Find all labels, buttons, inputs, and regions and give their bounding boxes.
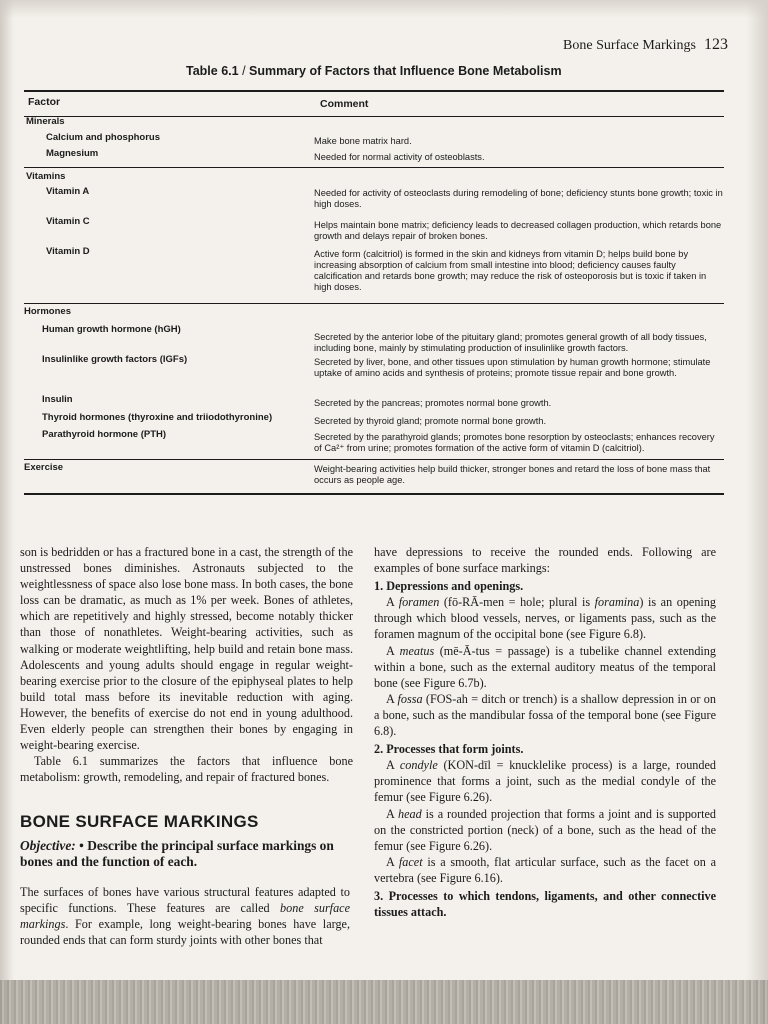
definition-body: (mē-Ā-tus = passage) is a tubelike channel extending within a bone, such as the external auditory meatus of the temporal bone (see Figure 6.7b). (374, 643, 716, 690)
paragraph: Table 6.1 summarizes the factors that influence bone metabolism: growth, remodeling, and repair of fractured bones. (20, 754, 353, 785)
left-column-body (20, 544, 353, 785)
table-title (186, 64, 562, 78)
intro-paragraph (20, 884, 350, 948)
definition-term-plural: foramina (594, 595, 640, 610)
definition-body: ) is an opening through which blood vessels, nerves, or ligaments pass, such as the foramen magnum of the occipital bone (see Figure 6.8). (374, 595, 716, 642)
definition-body: (FOS-ah = ditch or trench) is a shallow depression in or on a bone, such as the mandibular fossa of the temporal bone (see Figure 6.8). (374, 691, 716, 739)
learning-objective (20, 838, 350, 870)
table-factor: Thyroid hormones (thyroxine and triiodothyronine) (42, 412, 273, 423)
definition-term: facet (398, 854, 423, 869)
definition-body: is a smooth, flat articular surface, such as the facet on a vertebra (see Figure 6.16). (374, 854, 716, 885)
table-group-vitamins: Vitamins (26, 171, 66, 182)
marking-definition (374, 854, 716, 886)
table-comment: Secreted by the pancreas; promotes normal bone growth. (314, 398, 552, 408)
table-factor: Vitamin C (46, 216, 90, 227)
definition-article: A (386, 595, 399, 610)
objective-label: Objective: (20, 838, 76, 853)
scan-shadow-top (0, 0, 768, 18)
right-column-body (374, 544, 716, 920)
category-title: Processes to which tendons, ligaments, and other connective tissues attach. (374, 888, 717, 920)
category-number: 2. (374, 742, 384, 757)
table-comment: Secreted by liver, bone, and other tissues upon stimulation by human growth hormone; stimulate uptake of amino acids and synthesis of proteins; promote tissue repair and bone growth. (314, 357, 711, 379)
table-comment: Helps maintain bone matrix; deficiency leads to decreased collagen production, which retards bone growth and delays repair of broken bones. (314, 220, 722, 242)
scan-shadow-bottom (0, 980, 768, 1024)
table-factor: Vitamin D (46, 246, 90, 257)
marking-definition (374, 643, 716, 691)
definition-body: is a rounded projection that forms a joint and is supported on the constricted portion (neck) of a bone, such as the head of the femur (see Figure 6.26). (374, 806, 716, 853)
marking-category (374, 741, 716, 757)
marking-definition (374, 757, 716, 805)
table-group-exercise: Exercise (24, 462, 64, 473)
table-group-minerals: Minerals (26, 116, 65, 127)
running-head (563, 36, 728, 54)
category-title: Processes that form joints. (386, 742, 524, 757)
table-group-hormones: Hormones (24, 306, 71, 317)
page-number: 123 (704, 36, 728, 53)
marking-definition (374, 594, 716, 642)
table-title-separator: / (242, 64, 246, 78)
definition-body: (KON-dīl = knucklelike process) is a large, rounded prominence that forms a joint, such as the medial condyle of the femur (see Figure 6.26). (374, 758, 716, 805)
marking-definition (374, 691, 716, 739)
table-comment: Needed for normal activity of osteoblasts. (314, 152, 485, 162)
table-top-rule (24, 90, 724, 92)
definition-term: condyle (399, 758, 438, 773)
marking-category (374, 888, 716, 920)
objective-bullet-icon: • (79, 838, 84, 853)
table-header-comment: Comment (320, 98, 369, 110)
category-number: 3. (374, 888, 384, 903)
definition-body: (fō-RĀ-men = hole; plural is (439, 595, 595, 610)
table-factor: Human growth hormone (hGH) (42, 324, 181, 335)
running-head-title: Bone Surface Markings (563, 38, 696, 53)
table-factor: Parathyroid hormone (PTH) (42, 429, 167, 440)
category-number: 1. (374, 579, 384, 594)
table-comment: Needed for activity of osteoclasts during remodeling of bone; deficiency stunts bone growth; toxic in high doses. (314, 188, 723, 210)
intro-text: The surfaces of bones have various structural features adapted to specific functions. These features are called (20, 885, 350, 916)
intro-term: bone surface markings (20, 901, 350, 932)
paragraph: have depressions to receive the rounded ends. Following are examples of bone surface markings: (374, 545, 716, 576)
table-group-rule-3 (24, 459, 724, 460)
definition-article: A (386, 854, 399, 869)
table-factor: Calcium and phosphorus (46, 132, 161, 143)
table-factor: Vitamin A (46, 186, 90, 197)
table-factor: Magnesium (46, 148, 99, 159)
intro-text: . For example, long weight-bearing bones have large, rounded ends that can form sturdy joints with other bones that (20, 917, 350, 948)
definition-term: meatus (399, 643, 435, 658)
scan-shadow-right (746, 0, 768, 1024)
objective-text: Describe the principal surface markings on bones and the function of each. (20, 838, 334, 869)
table-comment: Secreted by the parathyroid glands; promotes bone resorption by osteoclasts; enhances recovery of Ca²⁺ from urine; promotes formation of the active form of vitamin D (calcitriol). (314, 432, 715, 454)
table-title-text: Summary of Factors that Influence Bone Metabolism (249, 64, 562, 78)
definition-article: A (386, 643, 400, 658)
category-title: Depressions and openings. (386, 579, 524, 594)
definition-article: A (386, 806, 399, 821)
table-bottom-rule (24, 493, 724, 495)
table-comment: Active form (calcitriol) is formed in the skin and kidneys from vitamin D; helps build bone by increasing absorption of calcium from small intestine into blood; deficiency causes faulty calcification and retards bone growth; may reduce the risk of osteoporosis but is toxic if taken in high doses. (314, 249, 707, 293)
table-factor: Insulin (42, 394, 73, 405)
definition-term: foramen (398, 595, 440, 610)
table-header-factor: Factor (28, 96, 61, 108)
table-comment: Secreted by the anterior lobe of the pituitary gland; promotes general growth of all body tissues, including bone, mainly by stimulating production of insulinlike growth factors. (314, 332, 707, 354)
table-number: Table 6.1 (186, 64, 239, 78)
definition-article: A (386, 691, 398, 706)
marking-category (374, 578, 716, 594)
table-comment: Make bone matrix hard. (314, 136, 412, 146)
table-comment: Weight-bearing activities help build thicker, stronger bones and retard the loss of bone mass that occurs as people age. (314, 464, 711, 486)
scan-shadow-left (0, 0, 14, 1024)
table-factor: Insulinlike growth factors (IGFs) (42, 354, 188, 365)
definition-term: head (398, 806, 422, 821)
definition-term: fossa (397, 691, 423, 706)
definition-article: A (386, 758, 400, 773)
table-group-rule-2 (24, 303, 724, 304)
paragraph: son is bedridden or has a fractured bone in a cast, the strength of the unstressed bones diminishes. Astronauts subjected to the weightlessness of space also lose bone mass. In both cases, the bone loss can be dramatic, as much as 1% per week. Bones of athletes, which are repetitively and highly stressed, become notably thicker than those of nonathletes. Weight-bearing activities, such as walking or moderate weightlifting, help build and retain bone mass. Adolescents and young adults should engage in regular weight-bearing exercise prior to the closure of the epiphyseal plates to help build total mass before its inevitable reduction with aging. However, the benefits of exercise do not end in young adulthood. Even elderly people can strengthen their bones by engaging in weight-bearing exercise. (20, 545, 353, 753)
table-comment: Secreted by thyroid gland; promote normal bone growth. (314, 416, 547, 426)
table-header-rule (24, 116, 724, 117)
marking-definition (374, 806, 716, 854)
section-heading: BONE SURFACE MARKINGS (20, 812, 259, 831)
table-group-rule-1 (24, 167, 724, 168)
